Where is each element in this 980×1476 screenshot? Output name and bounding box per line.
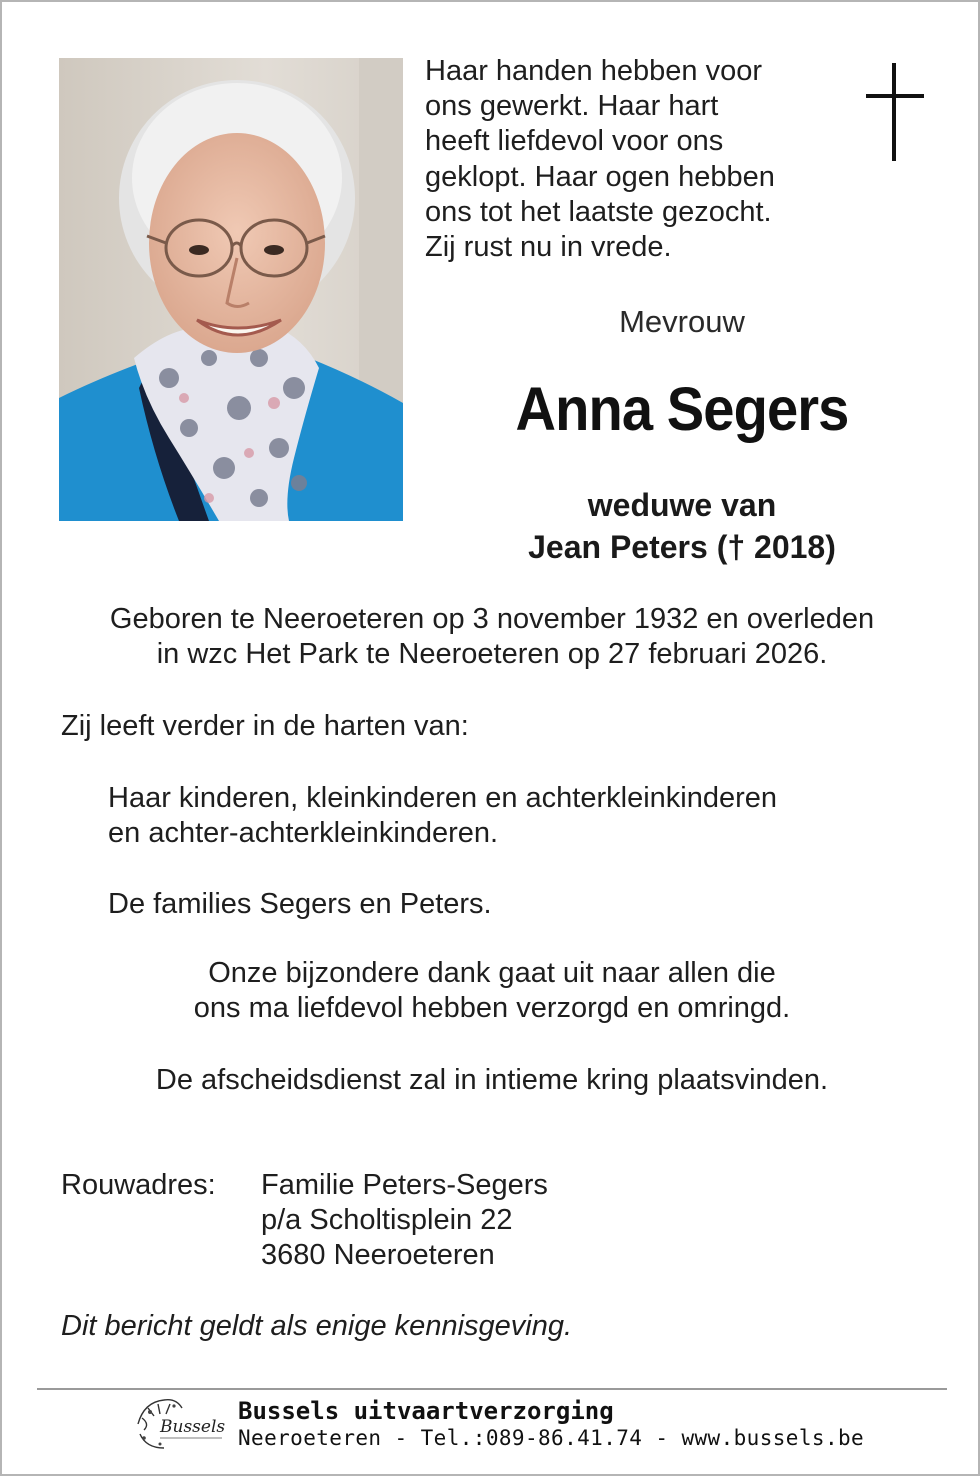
footer-divider [37,1388,947,1390]
honorific-title: Mevrouw [619,304,745,339]
poem-line: Zij rust nu in vrede. [425,231,672,264]
thanks-line: ons ma liefdevol hebben verzorgd en omringd. [193,992,791,1025]
survivors-children [108,781,777,851]
widow-of-block [472,484,892,568]
thanks-line: Onze bijzondere dank gaat uit naar allen die [208,957,776,989]
children-line: Haar kinderen, kleinkinderen en achterkleinkinderen [108,782,778,814]
poem-line: geklopt. Haar ogen hebben [425,160,775,193]
survivors-families: De families Segers en Peters. [108,888,492,920]
notice-text: Dit bericht geldt als enige kennisgeving. [61,1310,573,1342]
children-line: en achter-achterkleinkinderen. [108,817,499,850]
birth-death-text [2,602,980,672]
thanks-text [2,956,980,1026]
cross-icon [866,63,924,161]
funeral-company-contact: Neeroeteren - Tel.:089-86.41.74 - www.bussels.be [238,1426,865,1450]
portrait-photo [59,58,403,521]
deceased-name: Anna Segers [515,375,849,443]
mourning-address [261,1168,548,1274]
poem-line: ons tot het laatste gezocht. [425,195,772,228]
address-line: p/a Scholtisplein 22 [261,1204,513,1237]
address-line: 3680 Neeroeteren [261,1239,495,1272]
survivors-intro: Zij leeft verder in de harten van: [61,710,469,742]
service-text: De afscheidsdienst zal in intieme kring plaatsvinden. [155,1064,829,1096]
widow-of-label: weduwe van [587,487,777,523]
spouse-name: Jean Peters († 2018) [528,529,836,565]
poem-line: heeft liefdevol voor ons [425,125,724,158]
bussels-logo [130,1394,226,1454]
funeral-company-name: Bussels uitvaartverzorging [238,1397,614,1425]
death-line: in wzc Het Park te Neeroeteren op 27 februari 2026. [156,638,828,671]
poem-line: ons gewerkt. Haar hart [425,90,719,123]
address-label: Rouwadres: [61,1169,216,1201]
poem-line: Haar handen hebben voor [425,55,762,87]
poem [425,54,845,265]
svg-text:Bussels: Bussels [160,1417,226,1437]
birth-line: Geboren te Neeroeteren op 3 november 1932 en overleden [109,603,875,635]
address-line: Familie Peters-Segers [261,1169,548,1201]
